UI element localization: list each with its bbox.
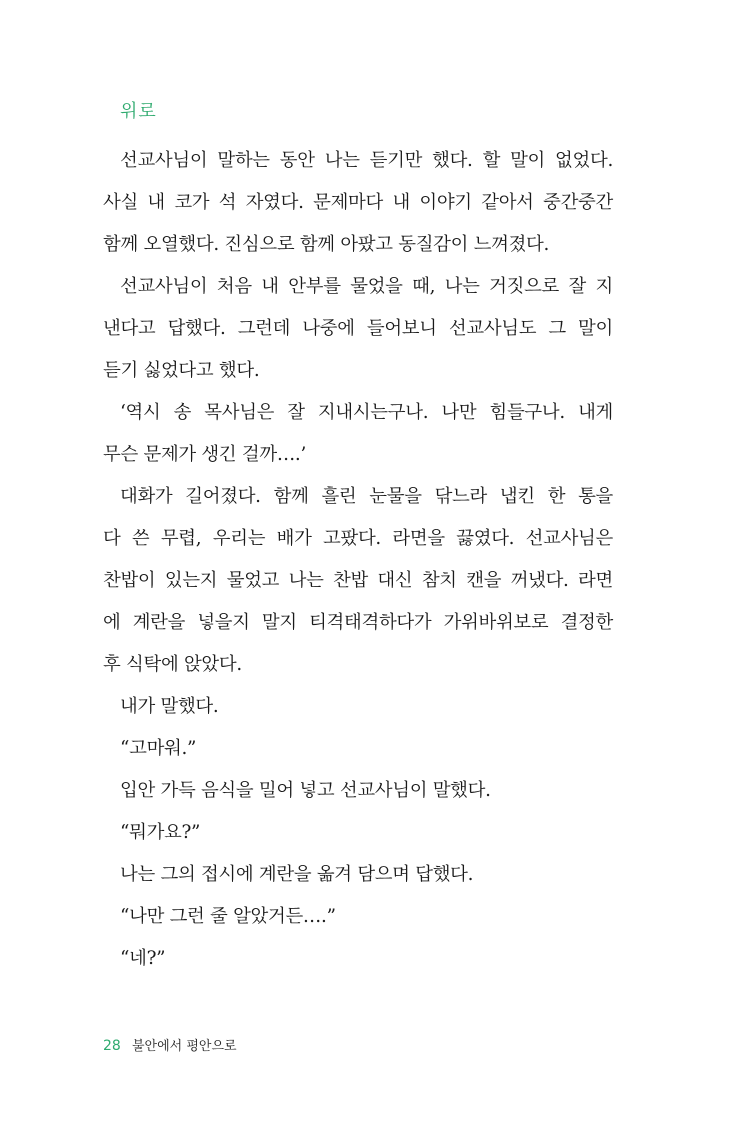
page-number: 28 — [103, 1038, 121, 1054]
text-line: “나만 그런 줄 알았거든….” — [120, 906, 336, 927]
page-footer — [103, 1035, 237, 1054]
text-line: 나는 그의 접시에 계란을 옮겨 담으며 답했다. — [120, 864, 474, 885]
text-line: 입안 가득 음식을 밀어 넣고 선교사님이 말했다. — [120, 780, 491, 801]
text-line: 선교사님이 처음 내 안부를 물었을 때, 나는 거짓으로 잘 지 — [120, 276, 613, 297]
text-line: 찬밥이 있는지 물었고 나는 찬밥 대신 참치 캔을 꺼냈다. 라면 — [103, 570, 613, 591]
text-line: 선교사님이 말하는 동안 나는 듣기만 했다. 할 말이 없었다. — [120, 150, 613, 171]
text-line: “고마워.” — [120, 738, 197, 759]
text-line: 사실 내 코가 석 자였다. 문제마다 내 이야기 같아서 중간중간 — [103, 192, 613, 213]
book-title: 불안에서 평안으로 — [131, 1039, 237, 1054]
text-line: 무슨 문제가 생긴 걸까….’ — [103, 444, 307, 465]
text-line: 낸다고 답했다. 그런데 나중에 들어보니 선교사님도 그 말이 — [103, 318, 613, 339]
text-line: 함께 오열했다. 진심으로 함께 아팠고 동질감이 느껴졌다. — [103, 234, 550, 255]
text-line: 후 식탁에 앉았다. — [103, 654, 242, 675]
text-line: “뭐가요?” — [120, 822, 201, 843]
text-line: 에 계란을 넣을지 말지 티격태격하다가 가위바위보로 결정한 — [103, 612, 613, 633]
section-heading: 위로 — [120, 101, 157, 122]
body-text — [103, 140, 613, 980]
text-line: 다 쓴 무렵, 우리는 배가 고팠다. 라면을 끓였다. 선교사님은 — [103, 528, 613, 549]
text-line: 대화가 길어졌다. 함께 흘린 눈물을 닦느라 냅킨 한 통을 — [120, 486, 613, 507]
text-line: 듣기 싫었다고 했다. — [103, 360, 260, 381]
text-line: “네?” — [120, 948, 166, 969]
text-line: ‘역시 송 목사님은 잘 지내시는구나. 나만 힘들구나. 내게 — [120, 402, 613, 423]
text-line: 내가 말했다. — [120, 696, 219, 717]
